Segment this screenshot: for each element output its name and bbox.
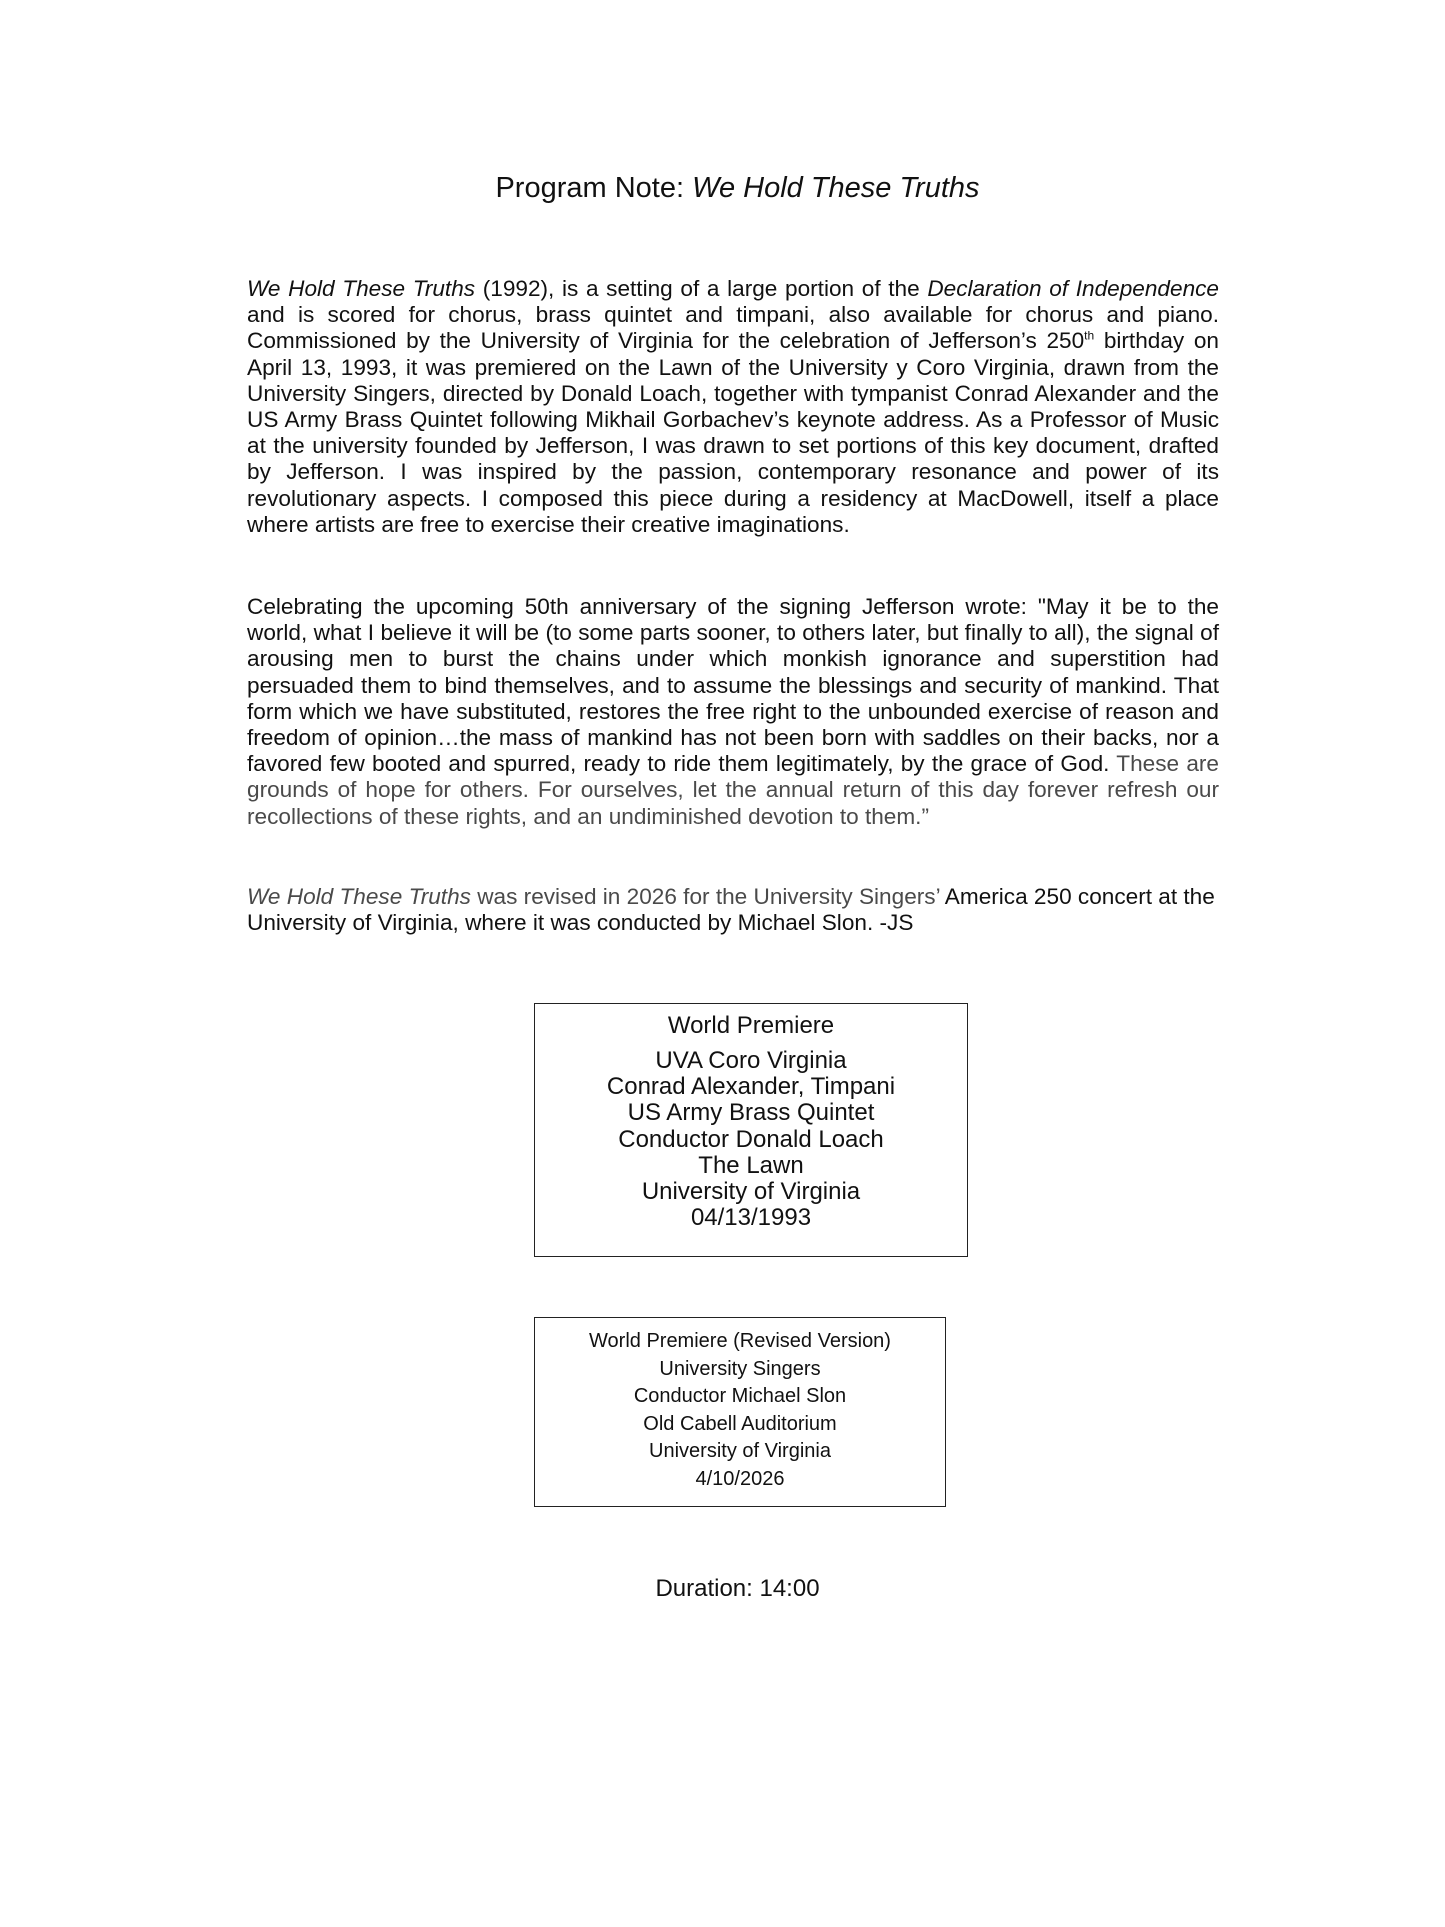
premiere-line: 4/10/2026 [695, 1467, 785, 1490]
premiere-line: Conductor Donald Loach [618, 1125, 884, 1153]
work-title-italic: We Hold These Truths [247, 276, 476, 301]
premiere-line: UVA Coro Virginia [655, 1047, 847, 1074]
work-title-italic: We Hold These Truths [247, 884, 471, 909]
paragraph-text-gray: These are grounds of hope for others. For ourselves, let the annual return of this day forever refresh our recollections of these rights, and an undiminished devotion to them.” [247, 751, 1219, 829]
premiere-line: 04/13/1993 [690, 1204, 812, 1232]
paragraph-intro [247, 276, 1219, 538]
paragraph-text: Celebrating the upcoming 50th anniversary of the signing Jefferson wrote: "May it be to the world, what I believe it will be (to some parts sooner, to others later, but finally to all), the signal of arousing men to burst the chains under which monkish ignorance and superstition had persuaded them to bind themselves, and to assume the blessings and security of mankind. That form which we have substituted, restores the free right to the unbounded exercise of reason and freedom of opinion…the mass of mankind has not been born with saddles on their backs, nor a favored few booted and spurred, ready to ride them legitimately, by the grace of God. [247, 594, 1219, 777]
page-title [0, 172, 1445, 205]
premiere-line: Conductor Michael Slon [633, 1385, 847, 1407]
ordinal-superscript: th [1084, 328, 1095, 343]
declaration-italic: Declaration of Independence [927, 276, 1219, 301]
premiere-line: University of Virginia [649, 1440, 831, 1462]
paragraph-text-gray: was revised in 2026 for the University Singers’ [470, 884, 945, 909]
premiere-line: University Singers [659, 1357, 821, 1380]
paragraph-revision [247, 884, 1219, 936]
title-work: We Hold These Truths [692, 172, 980, 204]
title-prefix: Program Note: [495, 172, 693, 204]
premiere-line: Conrad Alexander, Timpani [606, 1073, 896, 1101]
paragraph-quote [247, 594, 1219, 830]
premiere-line: University of Virginia [641, 1178, 861, 1206]
paragraph-text: and is scored for chorus, brass quintet and timpani, also available for chorus and piano. Commissioned by the University of Virginia for the celebration of Jefferson’s 250 [247, 302, 1219, 354]
duration-label: Duration: 14:00 [655, 1575, 820, 1602]
paragraph-text: (1992), is a setting of a large portion of the [475, 276, 928, 301]
revised-premiere-box [534, 1317, 946, 1507]
world-premiere-box [534, 1003, 968, 1257]
paragraph-text: America 250 concert at the University of Virginia, where it was conducted by Michael Slon. -JS [247, 884, 1215, 936]
premiere-heading: World Premiere [667, 1012, 835, 1039]
premiere-line: US Army Brass Quintet [627, 1099, 875, 1127]
premiere-line: The Lawn [698, 1151, 804, 1179]
premiere-heading: World Premiere (Revised Version) [589, 1330, 891, 1352]
premiere-line: Old Cabell Auditorium [643, 1412, 837, 1435]
paragraph-text: birthday on April 13, 1993, it was premiered on the Lawn of the University y Coro Virginia, drawn from the University Singers, directed by Donald Loach, together with tympanist Conrad Alexander and the US Army Brass Quintet following Mikhail Gorbachev’s keynote address. As a Professor of Music at the university founded by Jefferson, I was drawn to set portions of this key document, drafted by Jefferson. I was inspired by the passion, contemporary resonance and power of its revolutionary aspects. I composed this piece during a residency at MacDowell, itself a place where artists are free to exercise their creative imaginations. [247, 328, 1219, 537]
